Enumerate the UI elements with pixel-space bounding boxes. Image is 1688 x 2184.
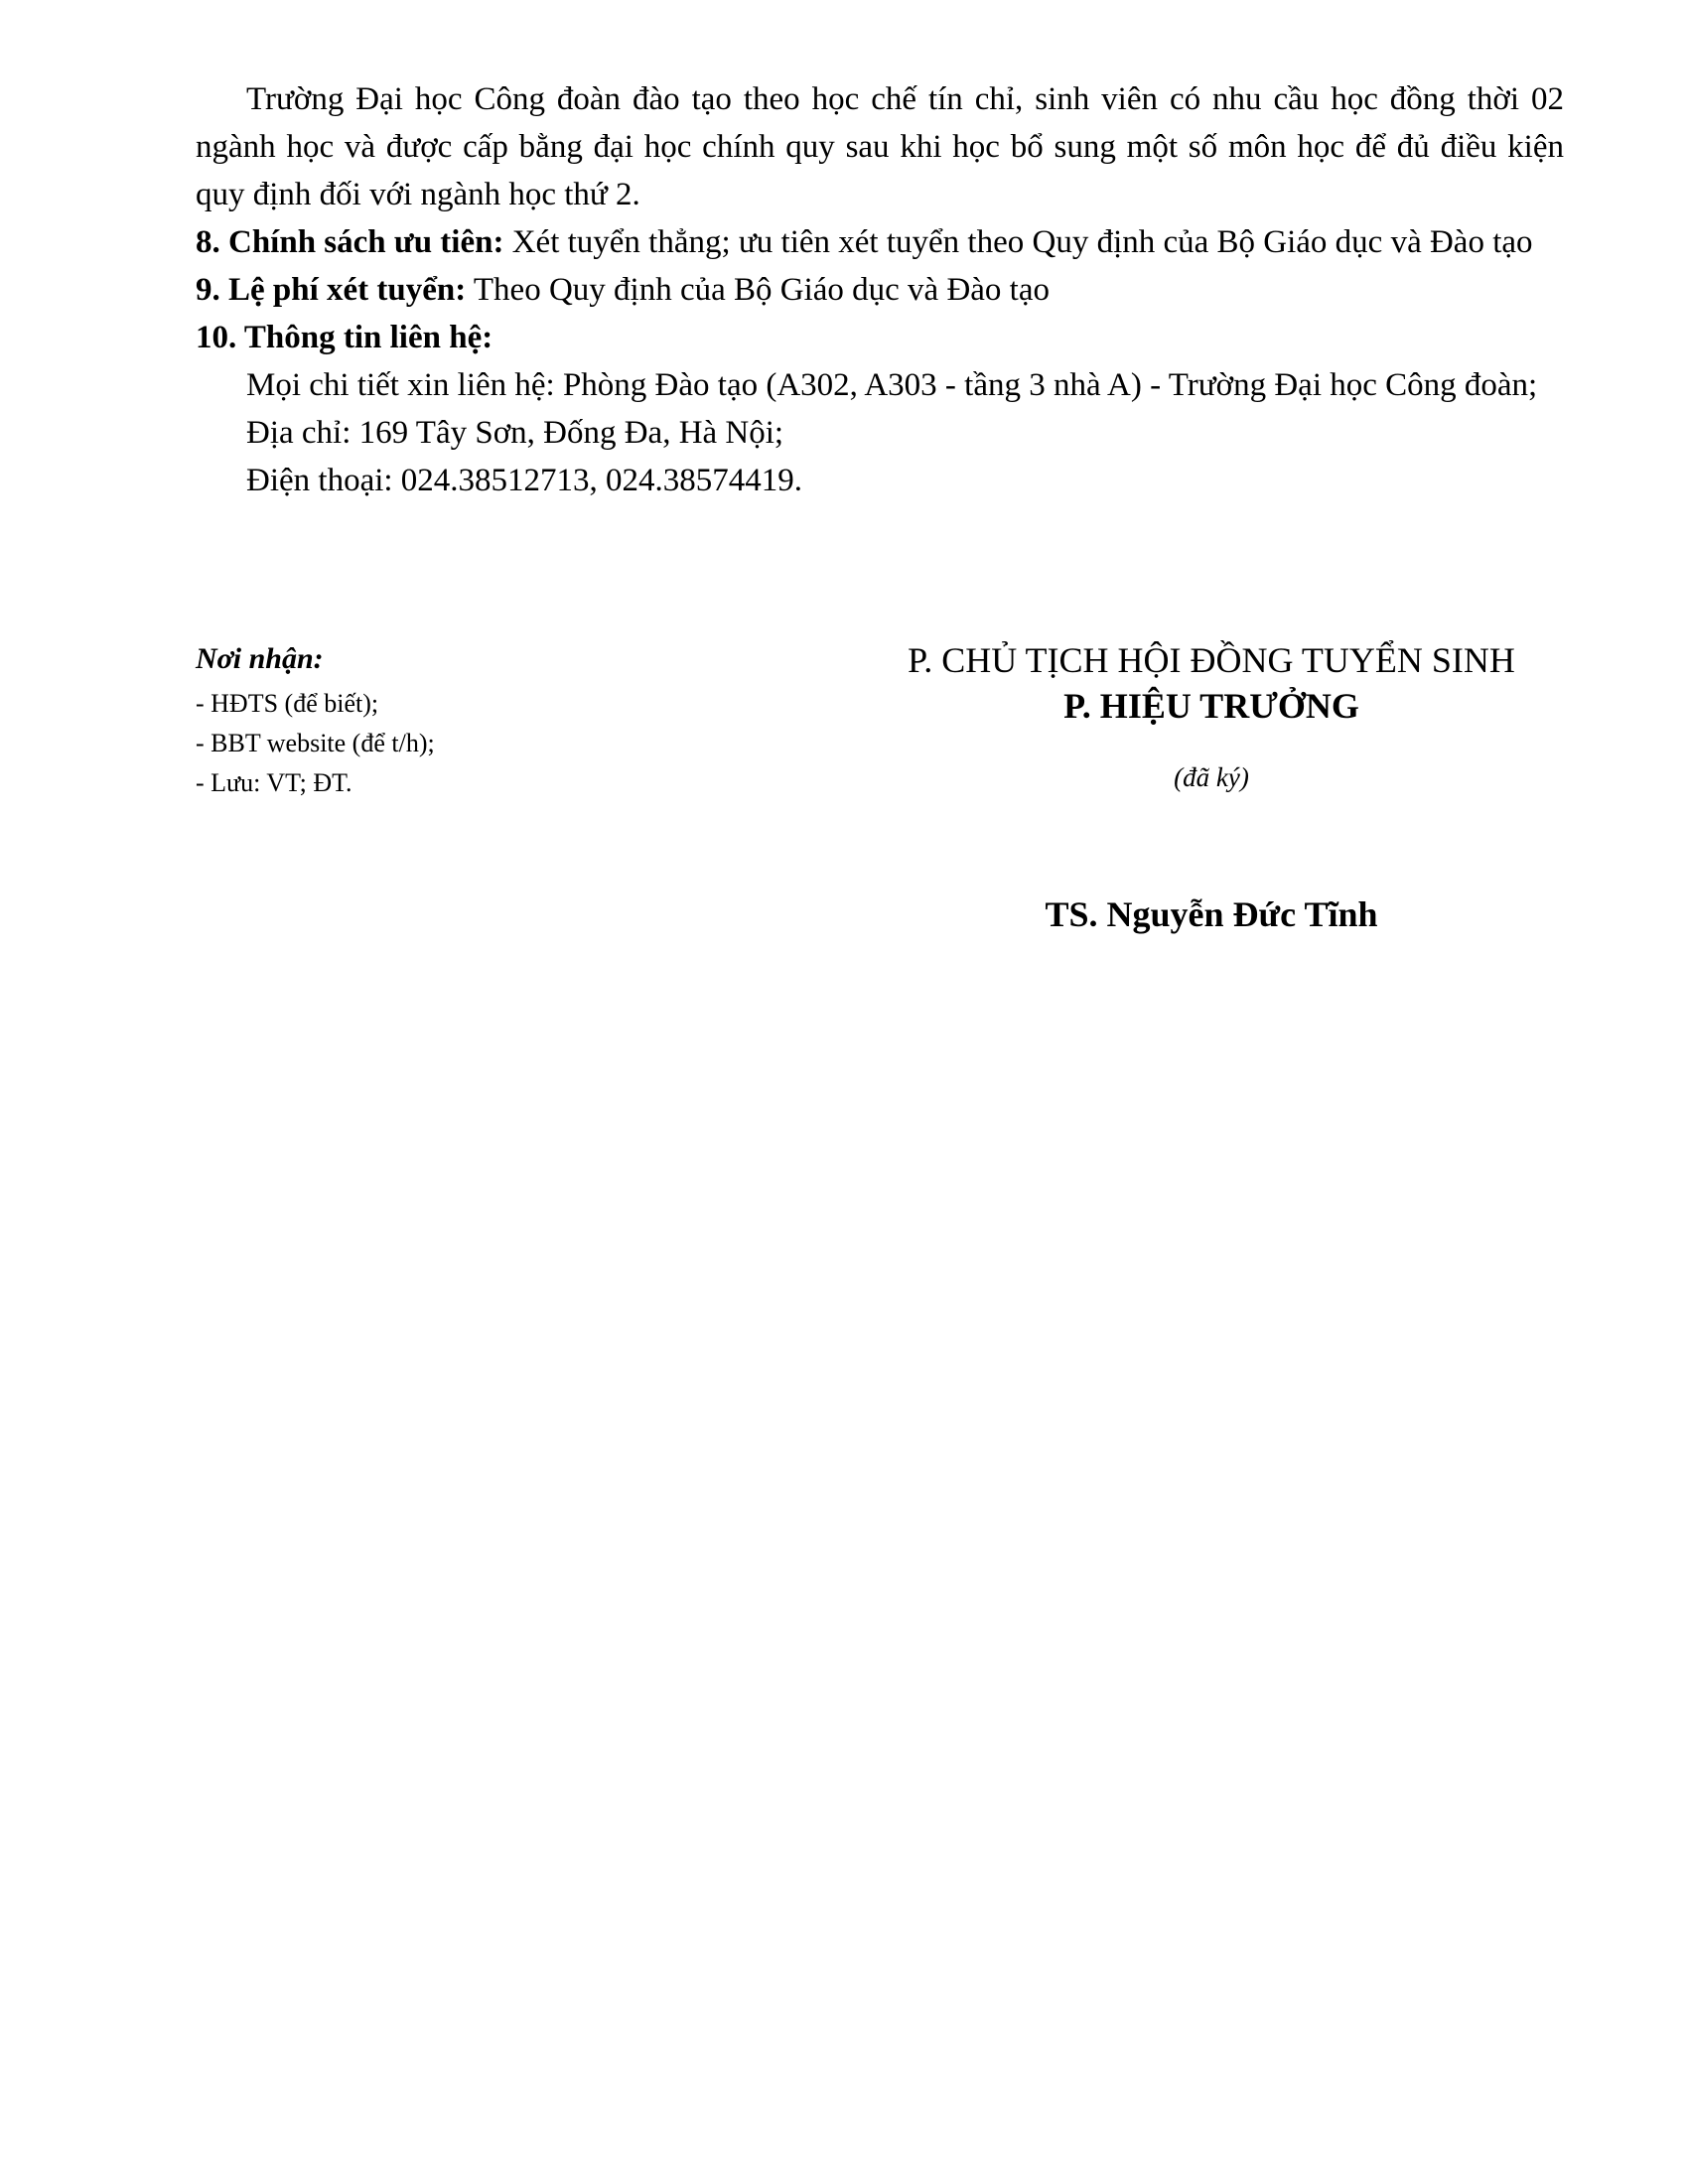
document-body <box>196 75 1564 504</box>
signature-title-line1: P. CHỦ TỊCH HỘI ĐỒNG TUYỂN SINH <box>908 640 1515 680</box>
signature-block <box>834 638 1589 938</box>
section-10-heading: 10. Thông tin liên hệ: <box>196 320 493 355</box>
recipient-item: - Lưu: VT; ĐT. <box>196 768 352 797</box>
section-8-text: Xét tuyển thẳng; ưu tiên xét tuyển theo Quy định của Bộ Giáo dục và Đào tạo <box>503 224 1533 260</box>
recipients-heading: Nơi nhận: <box>196 642 324 675</box>
signature-title-line2: P. HIỆU TRƯỞNG <box>1063 686 1359 726</box>
section-10-address: Địa chỉ: 169 Tây Sơn, Đống Đa, Hà Nội; <box>246 415 784 451</box>
recipient-item: - BBT website (để t/h); <box>196 729 435 757</box>
signed-note: (đã ký) <box>1174 762 1249 792</box>
recipient-item: - HĐTS (để biết); <box>196 689 379 718</box>
section-10-phone: Điện thoại: 024.38512713, 024.38574419. <box>246 463 803 498</box>
section-9-text: Theo Quy định của Bộ Giáo dục và Đào tạo <box>466 272 1050 308</box>
signatory-name: TS. Nguyễn Đức Tĩnh <box>1045 894 1378 934</box>
section-9 <box>196 266 1564 314</box>
section-8-heading: 8. Chính sách ưu tiên: <box>196 224 504 260</box>
intro-paragraph: Trường Đại học Công đoàn đào tạo theo học chế tín chỉ, sinh viên có nhu cầu học đồng thời 02 ngành học và được cấp bằng đại học chính quy sau khi học bổ sung một số môn học để đủ điều kiện quy định đối với ngành học thứ 2. <box>196 81 1564 212</box>
section-8 <box>196 218 1564 266</box>
section-9-heading: 9. Lệ phí xét tuyển: <box>196 272 467 308</box>
section-10-contact: Mọi chi tiết xin liên hệ: Phòng Đào tạo (A302, A303 - tầng 3 nhà A) - Trường Đại học Công đoàn; <box>246 367 1538 403</box>
recipients-block <box>196 638 712 803</box>
